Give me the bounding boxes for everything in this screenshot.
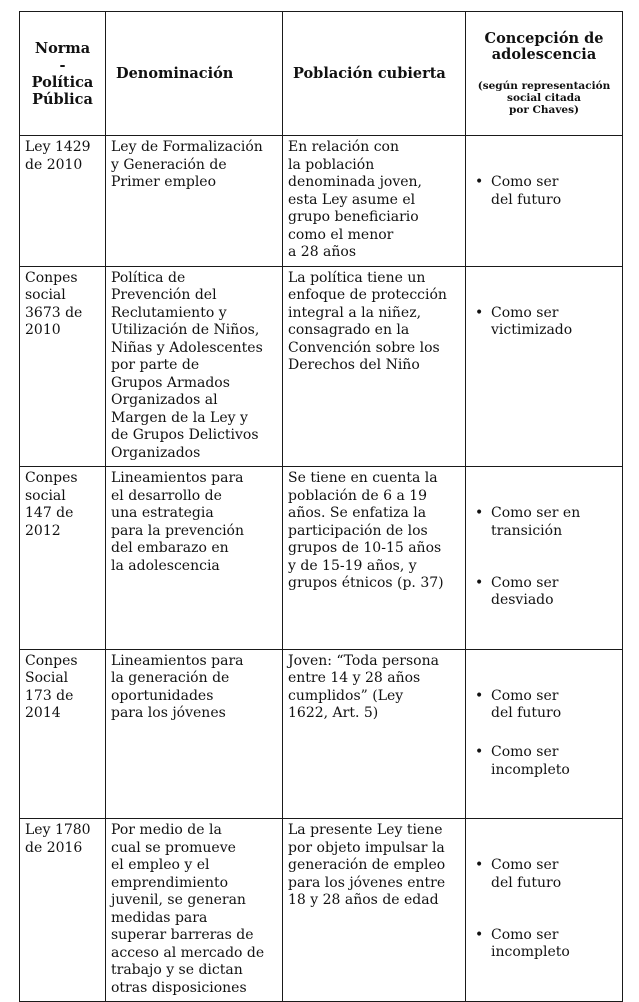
bullet-icon: • [475,174,484,190]
cell-poblacion: Se tiene en cuenta la población de 6 a 19 años. Se enfatiza la participación de los grupos de 10-15 años y de 15-19 años, y grupos étnicos (p. 37) [283,467,466,650]
cell-denominacion: Política de Prevención del Reclutamiento y Utilización de Niños, Niñas y Adolescentes por parte de Grupos Armados Organizados al Margen de la Ley y de Grupos Delictivos Organizados [106,266,283,467]
concepcion-text: Como ser del futuro [491,687,562,721]
concepcion-list [471,287,617,357]
bullet-icon: • [475,857,484,873]
list-item [471,927,617,962]
concepcion-list [471,488,617,628]
policy-table-wrapper [19,11,623,1002]
concepcion-text: Como ser del futuro [491,174,562,208]
header-concepcion-title: Concepción de adolescencia [484,30,604,63]
concepcion-text: Como ser victimizado [491,304,573,338]
table-row [20,649,623,819]
table-row [20,467,623,650]
list-item [471,174,617,209]
table-row [20,136,623,267]
concepcion-text: Como ser desviado [491,574,559,608]
header-poblacion: Población cubierta [283,12,466,136]
cell-concepcion [466,649,623,819]
cell-concepcion [466,266,623,467]
list-item [471,857,617,892]
header-row [20,12,623,136]
concepcion-list [471,670,617,797]
concepcion-list [471,840,617,980]
cell-norma: Conpes social 147 de 2012 [20,467,106,650]
cell-denominacion: Ley de Formalización y Generación de Primer empleo [106,136,283,267]
cell-norma: Conpes social 3673 de 2010 [20,266,106,467]
cell-poblacion: La política tiene un enfoque de protección integral a la niñez, consagrado en la Convención sobre los Derechos del Niño [283,266,466,467]
bullet-icon: • [475,926,484,943]
header-concepcion [466,12,623,136]
cell-concepcion [466,136,623,267]
cell-norma: Ley 1780 de 2016 [20,819,106,1002]
bullet-icon: • [475,505,484,521]
cell-norma: Ley 1429 de 2010 [20,136,106,267]
bullet-icon: • [475,744,484,760]
cell-norma: Conpes Social 173 de 2014 [20,649,106,819]
cell-concepcion [466,819,623,1002]
cell-poblacion: La presente Ley tiene por objeto impulsar la generación de empleo para los jóvenes entre 18 y 28 años de edad [283,819,466,1002]
cell-denominacion: Lineamientos para el desarrollo de una estrategia para la prevención del embarazo en la adolescencia [106,467,283,650]
header-denominacion: Denominación [106,12,283,136]
cell-concepcion [466,467,623,650]
list-item [471,744,617,779]
cell-poblacion: Joven: “Toda persona entre 14 y 28 años cumplidos” (Ley 1622, Art. 5) [283,649,466,819]
concepcion-text: Como ser del futuro [491,857,562,891]
bullet-icon: • [475,574,484,591]
table-row [20,819,623,1002]
cell-denominacion: Por medio de la cual se promueve el empleo y el emprendimiento juvenil, se generan medidas para superar barreras de acceso al mercado de trabajo y se dictan otras disposiciones [106,819,283,1002]
list-item [471,305,617,340]
bullet-icon: • [475,687,484,704]
bullet-icon: • [475,304,484,321]
concepcion-text: Como ser incompleto [491,926,570,960]
header-norma: Norma - Política Pública [20,12,106,136]
list-item [471,688,617,723]
header-concepcion-subtitle: (según representación social citada por Chaves) [477,80,611,116]
cell-poblacion: En relación con la población denominada joven, esta Ley asume el grupo beneficiario como el menor a 28 años [283,136,466,267]
concepcion-text: Como ser incompleto [491,744,570,778]
list-item [471,575,617,610]
table-row [20,266,623,467]
concepcion-list [471,157,617,227]
cell-denominacion: Lineamientos para la generación de oportunidades para los jóvenes [106,649,283,819]
policy-table [19,11,623,1002]
concepcion-text: Como ser en transición [491,505,581,539]
list-item [471,505,617,540]
